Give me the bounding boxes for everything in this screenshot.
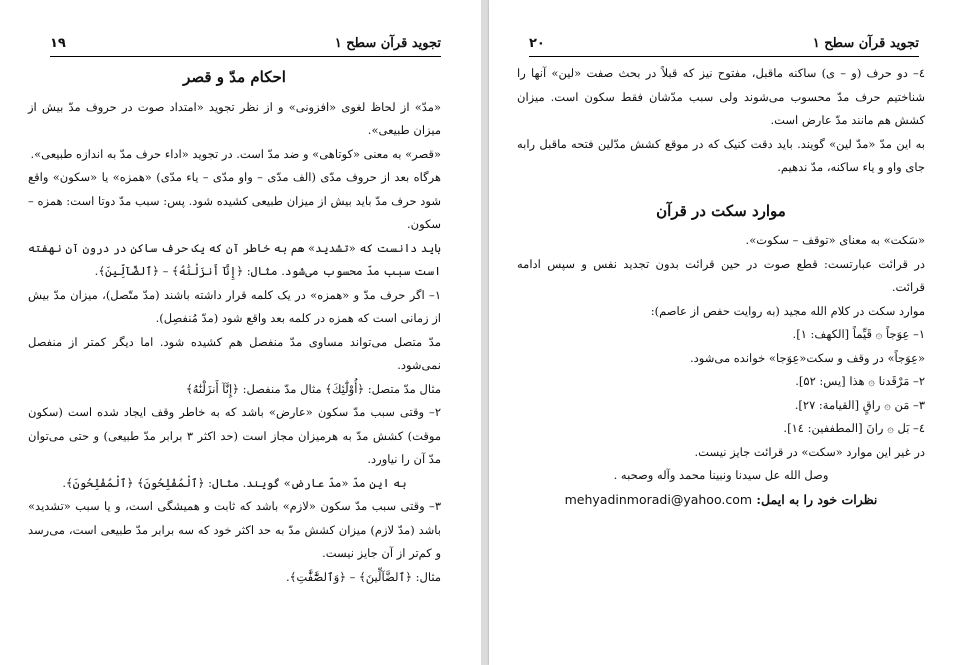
page-gutter <box>481 0 489 665</box>
paragraph: «عِوَجاً» در وقف و سکت«عِوَجا» خوانده می‌شود. <box>690 350 925 365</box>
section-heading: احکام مدّ و قصر <box>183 68 286 86</box>
email-address[interactable]: mehyadinmoradi@yahoo.com <box>564 491 753 507</box>
closing-line: وصل الله عل سیدنا ونبینا محمد وآله وصحبه . <box>613 468 829 482</box>
page-number: ۲۰ <box>529 36 545 51</box>
paragraph: «قصر» به معنی «کوتاهی» و ضد مدّ است. در تجوید «اداء حرف مدّ به اندازه طبیعی». <box>30 146 441 161</box>
page-body <box>517 62 925 511</box>
page-body <box>28 62 441 589</box>
right-page <box>489 0 969 665</box>
list-item: ۱– عِوَجاً ۞ قَيِّماً [الکهف: ۱]. <box>792 327 925 341</box>
paragraph: در قرائت عبارتست: قطع صوت در حین قرائت بدون تجدید نفس و سپس ادامه قرائت. <box>517 256 925 294</box>
paragraph: مثال: ﴿ٱلضَّآلِّينَ﴾ – ﴿وَٱلصَّٰٓفَّٰتِ﴾. <box>285 569 441 584</box>
page-header <box>529 36 919 57</box>
page-header <box>50 36 441 57</box>
header-title: تجوید قرآن سطح ۱ <box>812 36 919 51</box>
paragraph: ۲– وقتی سبب مدّ سکون «عارض» باشد که به خاطر وقف ایجاد شده است (سکون موقت) کشش مدّ به هرمیزان مجاز است (حد اکثر ۳ برابر مدّ طبیعی) و حتی می‌توان مدّ آن را نیاورد. <box>28 405 442 466</box>
paragraph: باید دانست که «تشدید» هم به خاطر آن که یک حرف ساکن در درون آن نهفته است سبب مدّ محسوب می‌شود. مثال: ﴿إِنَّآ أَنزَلْنَٰهُ﴾ – ﴿ٱلضَّآلِّينَ﴾. <box>28 240 441 278</box>
email-line <box>517 488 925 512</box>
email-label: نظرات خود را به ایمل: <box>756 491 878 507</box>
page-number: ۱۹ <box>50 36 66 51</box>
paragraph: به این مدّ «مدّ عارض» گویند. مثال: ﴿ٱلْمُفْلِحُونَ﴾ ﴿ٱلْمُفْلِحُونَ﴾. <box>62 475 407 490</box>
paragraph: به این مدّ «مدّ لین» گویند. باید دقت کنیک که در موقع کشش مدّلین فتحه ماقبل رابه جای واو و یاء ساکنه، مدّ ندهیم. <box>517 136 925 174</box>
paragraph: موارد سکت در کلام الله مجید (به روایت حفص از عاصم): <box>650 303 925 318</box>
paragraph: ۱– اگر حرف مدّ و «همزه» در یک کلمه قرار داشته باشند (مدّ متّصل)، میزان مدّ بیش از زمانی است که همزه در کلمه بعد واقع شود (مدّ مُنفصِل). <box>28 287 441 325</box>
paragraph: «مدّ» از لحاظ لغوی «افزونی» و از نظر تجوید «امتداد صوت در حروف مدّ بیش از میزان طبیعی». <box>28 99 441 137</box>
list-item: ۳– مَن ۞ راقٍ [القیامة: ۲۷]. <box>794 397 925 412</box>
left-page <box>0 0 481 665</box>
paragraph: مدّ متصل می‌تواند مساوی مدّ منفصل هم کشیده شود. اما دیگر کمتر از منفصل نمی‌شود. <box>28 334 441 372</box>
list-item: ۲– مَرْقَدنا ۞ هذا [یس: ۵۲]. <box>795 374 925 388</box>
paragraph: در غیر این موارد «سکت» در قرائت جایز نیست. <box>694 444 925 459</box>
list-item: ٤– بَل ۞ رانَ [المطففین: ۱٤]. <box>783 421 925 435</box>
section-heading: موارد سکت در قرآن <box>656 201 786 220</box>
header-title: تجوید قرآن سطح ۱ <box>334 36 441 51</box>
paragraph: هرگاه بعد از حروف مدّی (الف مدّی – واو مدّی – یاء مدّی) «همزه» یا «سکون» واقع شود حرف مدّ باید بیش از میزان طبیعی کشیده شود. پس: سبب مدّ دوتا است: همزه – سکون. <box>28 170 441 231</box>
paragraph: مثال مدّ متصل: ﴿أُوْلَٰٓئِكَ﴾ مثال مدّ منفصل: ﴿إِنَّآ أَنزَلْنَٰهُ﴾ <box>186 381 441 396</box>
paragraph: ۳– وقتی سبب مدّ سکون «لازم» باشد که ثابت و همیشگی است، و یا سبب «تشدید» باشد (مدّ لازم) میزان کشش مدّ به حد اکثر خود که سه برابر مدّ طبیعی است، می‌رسد و کم‌تر از آن جایز نیست. <box>28 499 441 560</box>
paragraph: «سَکت» به معنای «توقف – سکوت». <box>745 233 925 247</box>
paragraph: ٤– دو حرف (و – ی) ساکنه ماقبل، مفتوح نیز که قبلاً در بحث صفت «لین» آنها را شناختیم حرف مدّ محسوب می‌شوند ولی سبب مدّشان فقط سکون است. میزان کشش هم مانند مدّ عارض است. <box>517 66 925 127</box>
